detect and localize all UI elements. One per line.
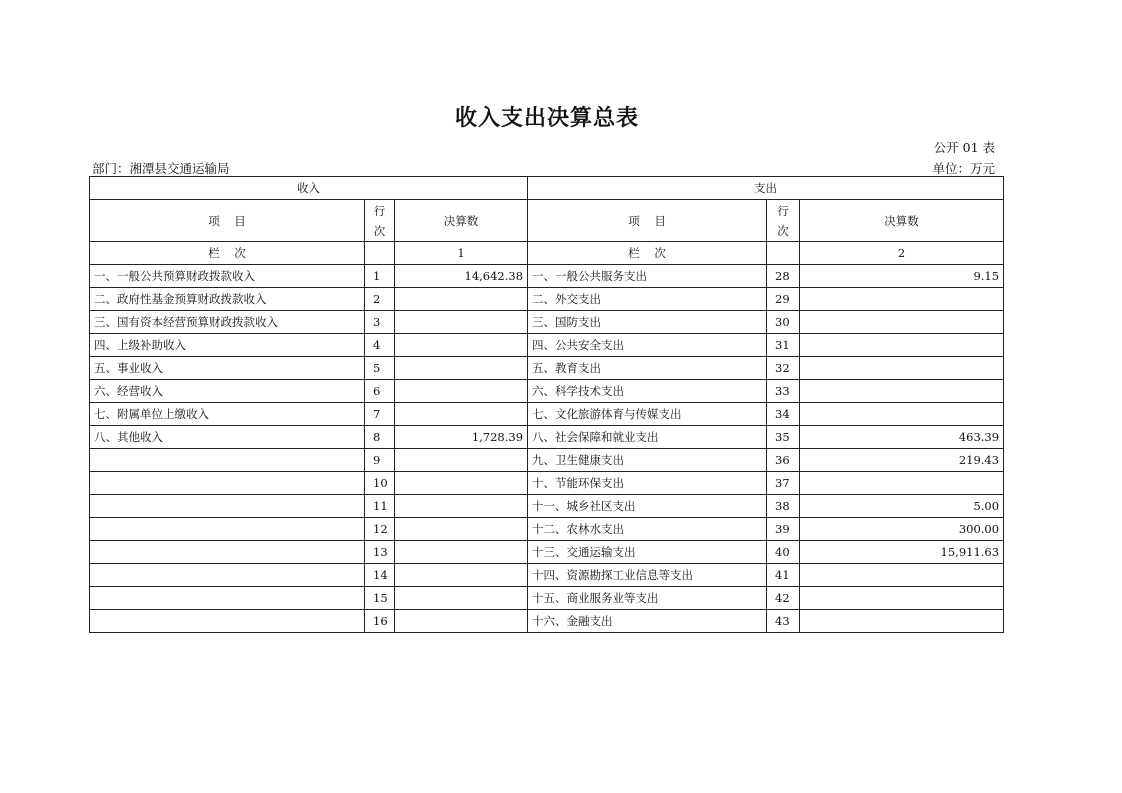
table-row [90,518,1004,541]
row-header-top: 行 [373,203,386,218]
expense-amount-cell: 15,911.63 [800,541,1004,564]
table-row [90,541,1004,564]
table-row [90,357,1004,380]
row-header-bottom: 次 [373,223,386,238]
income-row-no-cell: 16 [365,610,395,633]
income-item-cell [90,541,365,564]
income-amount-cell [395,288,528,311]
expense-row-no-cell: 28 [767,265,800,288]
expense-amount-cell [800,587,1004,610]
income-item-cell: 一、一般公共预算财政拨款收入 [90,265,365,288]
income-row-no-cell: 8 [365,426,395,449]
income-row-no-cell: 9 [365,449,395,472]
column-index-row [90,242,1004,265]
income-row-no-cell: 14 [365,564,395,587]
expense-row-no-cell: 43 [767,610,800,633]
income-amount-cell [395,311,528,334]
expense-row-no-cell: 35 [767,426,800,449]
expense-row-no-cell: 39 [767,518,800,541]
expense-item-cell: 十五、商业服务业等支出 [528,587,767,610]
lanci-label-expense-text: 栏 次 [628,246,666,260]
income-row-no-cell: 2 [365,288,395,311]
income-amount-cell [395,334,528,357]
expense-row-no-cell: 33 [767,380,800,403]
expense-row-no-cell: 29 [767,288,800,311]
expense-item-cell: 十三、交通运输支出 [528,541,767,564]
income-row-no-cell: 3 [365,311,395,334]
income-amount-cell: 14,642.38 [395,265,528,288]
income-amount-header: 决算数 [395,200,528,242]
expense-row-no-header [767,200,800,242]
income-row-no-cell: 12 [365,518,395,541]
income-amount-cell [395,380,528,403]
expense-row-no-cell: 41 [767,564,800,587]
income-amount-cell [395,564,528,587]
lanci-label-expense [528,242,767,265]
lanci-label-text: 栏 次 [208,246,246,260]
table-row [90,265,1004,288]
expense-amount-cell [800,564,1004,587]
income-amount-cell [395,610,528,633]
expense-row-no-cell: 32 [767,357,800,380]
expense-item-cell: 十、节能环保支出 [528,472,767,495]
income-row-no-cell: 5 [365,357,395,380]
expense-amount-header: 决算数 [800,200,1004,242]
income-amount-cell [395,472,528,495]
expense-item-cell: 十四、资源勘探工业信息等支出 [528,564,767,587]
row-header-bottom: 次 [777,223,789,238]
income-item-cell [90,564,365,587]
table-row [90,311,1004,334]
income-row-no-cell: 10 [365,472,395,495]
expense-amount-cell [800,472,1004,495]
expense-item-cell: 九、卫生健康支出 [528,449,767,472]
table-row [90,610,1004,633]
expense-item-header [528,200,767,242]
expense-item-cell: 五、教育支出 [528,357,767,380]
income-section-header: 收入 [90,177,528,200]
table-row [90,564,1004,587]
budget-summary-table [89,176,1004,633]
expense-item-cell: 七、文化旅游体育与传媒支出 [528,403,767,426]
income-row-no-cell: 6 [365,380,395,403]
expense-amount-cell [800,311,1004,334]
expense-item-cell: 三、国防支出 [528,311,767,334]
income-amount-cell [395,403,528,426]
expense-row-no-cell: 40 [767,541,800,564]
income-item-cell [90,610,365,633]
income-amount-cell [395,587,528,610]
income-item-cell [90,472,365,495]
expense-amount-cell [800,380,1004,403]
column-header-row [90,200,1004,242]
page-title: 收入支出决算总表 [454,105,639,131]
section-header-row [90,177,1004,200]
lanci-expense-row-no [767,242,800,265]
expense-row-no-cell: 34 [767,403,800,426]
expense-row-no-cell: 38 [767,495,800,518]
income-item-header [90,200,365,242]
income-item-cell: 八、其他收入 [90,426,365,449]
income-row-no-cell: 15 [365,587,395,610]
table-row [90,495,1004,518]
table-row [90,288,1004,311]
expense-amount-cell [800,288,1004,311]
income-row-no-cell: 7 [365,403,395,426]
table-row [90,587,1004,610]
lanci-income-col: 1 [395,242,528,265]
expense-item-cell: 十六、金融支出 [528,610,767,633]
expense-amount-cell [800,334,1004,357]
income-amount-cell: 1,728.39 [395,426,528,449]
expense-item-cell: 十二、农林水支出 [528,518,767,541]
income-row-no-cell: 11 [365,495,395,518]
expense-row-no-cell: 31 [767,334,800,357]
income-item-cell [90,518,365,541]
table-row [90,380,1004,403]
row-header-top: 行 [777,203,789,218]
expense-amount-cell [800,357,1004,380]
expense-section-header: 支出 [528,177,1004,200]
income-row-no-header [365,200,395,242]
income-item-cell: 四、上级补助收入 [90,334,365,357]
income-item-cell: 五、事业收入 [90,357,365,380]
lanci-expense-col: 2 [800,242,1004,265]
table-row [90,472,1004,495]
expense-item-cell: 二、外交支出 [528,288,767,311]
income-amount-cell [395,518,528,541]
income-item-cell [90,587,365,610]
income-item-header-text: 项 目 [208,213,246,228]
income-row-no-cell: 1 [365,265,395,288]
table-row [90,426,1004,449]
expense-item-cell: 一、一般公共服务支出 [528,265,767,288]
expense-row-no-cell: 36 [767,449,800,472]
expense-amount-cell: 463.39 [800,426,1004,449]
expense-amount-cell [800,610,1004,633]
expense-amount-cell: 9.15 [800,265,1004,288]
expense-item-cell: 八、社会保障和就业支出 [528,426,767,449]
lanci-income-row-no [365,242,395,265]
table-row [90,403,1004,426]
table-row [90,334,1004,357]
table-row [90,449,1004,472]
income-row-no-cell: 13 [365,541,395,564]
income-item-cell: 三、国有资本经营预算财政拨款收入 [90,311,365,334]
department-label: 部门：湘潭县交通运输局 [92,161,230,176]
income-amount-cell [395,449,528,472]
expense-amount-cell [800,403,1004,426]
income-item-cell [90,495,365,518]
income-amount-cell [395,495,528,518]
income-item-cell [90,449,365,472]
form-number: 公开 01 表 [933,140,995,155]
expense-row-no-cell: 30 [767,311,800,334]
expense-row-no-cell: 37 [767,472,800,495]
income-amount-cell [395,541,528,564]
expense-amount-cell: 5.00 [800,495,1004,518]
expense-item-cell: 六、科学技术支出 [528,380,767,403]
unit-label: 单位：万元 [932,161,995,176]
expense-item-header-text: 项 目 [628,213,666,228]
income-row-no-cell: 4 [365,334,395,357]
lanci-label [90,242,365,265]
expense-row-no-cell: 42 [767,587,800,610]
expense-item-cell: 四、公共安全支出 [528,334,767,357]
income-item-cell: 六、经营收入 [90,380,365,403]
expense-amount-cell: 300.00 [800,518,1004,541]
income-amount-cell [395,357,528,380]
income-item-cell: 二、政府性基金预算财政拨款收入 [90,288,365,311]
expense-item-cell: 十一、城乡社区支出 [528,495,767,518]
income-item-cell: 七、附属单位上缴收入 [90,403,365,426]
expense-amount-cell: 219.43 [800,449,1004,472]
